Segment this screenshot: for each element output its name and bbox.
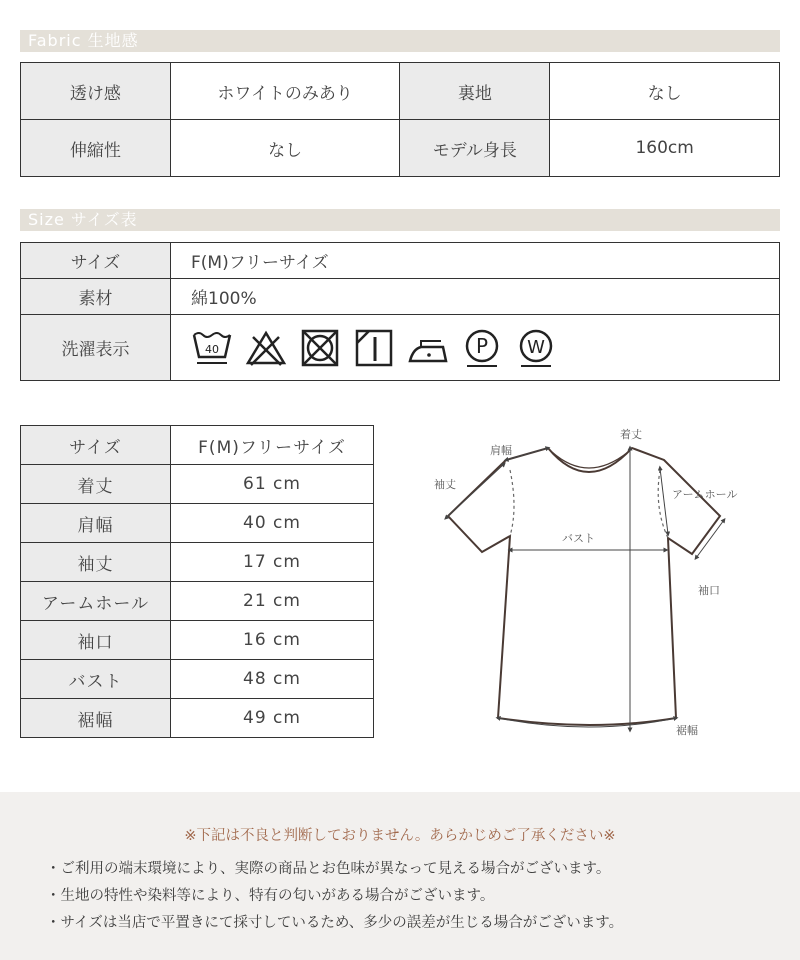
measure-label: 肩幅 <box>21 504 171 543</box>
size-table <box>20 242 780 381</box>
fabric-value: なし <box>170 120 400 177</box>
fabric-label: 透け感 <box>21 63 171 120</box>
measure-value: 40 cm <box>171 504 374 543</box>
table-row <box>21 699 374 738</box>
measure-label: アームホール <box>21 582 171 621</box>
list-item: ・生地の特性や染料等により、特有の匂いがある場合がございます。 <box>46 888 495 904</box>
measure-value: 49 cm <box>171 699 374 738</box>
wet-clean-w-icon <box>515 327 557 369</box>
measure-label: 袖口 <box>21 621 171 660</box>
dry-clean-p-icon <box>461 327 503 369</box>
measure-label: バスト <box>21 660 171 699</box>
table-row <box>21 426 374 465</box>
label-hem: 裾幅 <box>676 724 698 737</box>
label-bust: バスト <box>562 532 595 545</box>
size-section-title: Size サイズ表 <box>20 209 780 231</box>
table-row <box>21 621 374 660</box>
size-value: F(M)フリーサイズ <box>171 243 780 279</box>
measure-value: 48 cm <box>171 660 374 699</box>
label-shoulder: 肩幅 <box>490 444 512 457</box>
table-row <box>21 660 374 699</box>
no-tumble-dry-icon <box>299 327 341 369</box>
tshirt-measurement-diagram <box>420 418 790 748</box>
measurement-table <box>20 425 374 738</box>
drip-dry-shade-icon <box>353 327 395 369</box>
notes-title: ※下記は不良と判断しておりません。あらかじめご了承ください※ <box>184 828 616 844</box>
size-label: サイズ <box>21 243 171 279</box>
measure-value: 61 cm <box>171 465 374 504</box>
wash-40-icon <box>191 327 233 369</box>
table-row <box>21 582 374 621</box>
table-row <box>21 279 780 315</box>
measure-label: 着丈 <box>21 465 171 504</box>
fabric-table <box>20 62 780 177</box>
notes-list <box>46 856 623 937</box>
no-bleach-icon <box>245 327 287 369</box>
fabric-label: 伸縮性 <box>21 120 171 177</box>
care-icons <box>171 315 780 381</box>
measure-value: 16 cm <box>171 621 374 660</box>
table-row <box>21 465 374 504</box>
label-cuff: 袖口 <box>698 584 720 597</box>
care-label: 洗濯表示 <box>21 315 171 381</box>
table-row <box>21 120 780 177</box>
material-value: 綿100% <box>171 279 780 315</box>
table-row <box>21 543 374 582</box>
material-label: 素材 <box>21 279 171 315</box>
notes-panel <box>0 792 800 960</box>
measure-value: 21 cm <box>171 582 374 621</box>
wash-temp-text: 40 <box>205 342 219 356</box>
measure-value: 17 cm <box>171 543 374 582</box>
fabric-section-title: Fabric 生地感 <box>20 30 780 52</box>
fabric-value: ホワイトのみあり <box>170 63 400 120</box>
list-item: ・サイズは当店で平置きにて採寸しているため、多少の誤差が生じる場合がございます。 <box>46 915 624 931</box>
measure-header-value: F(M)フリーサイズ <box>171 426 374 465</box>
label-sleeve: 袖丈 <box>434 478 456 491</box>
list-item: ・ご利用の端末環境により、実際の商品とお色味が異なって見える場合がございます。 <box>46 861 611 877</box>
label-armhole: アームホール <box>672 488 738 501</box>
table-row <box>21 243 780 279</box>
table-row <box>21 504 374 543</box>
measure-label: 裾幅 <box>21 699 171 738</box>
iron-low-icon <box>407 327 449 369</box>
fabric-label: 裏地 <box>400 63 550 120</box>
label-length: 着丈 <box>620 428 642 441</box>
fabric-value: 160cm <box>550 120 780 177</box>
wet-clean-letter: W <box>527 336 545 358</box>
fabric-value: なし <box>550 63 780 120</box>
table-row <box>21 315 780 381</box>
dry-clean-letter: P <box>475 333 489 358</box>
fabric-label: モデル身長 <box>400 120 550 177</box>
measure-label: 袖丈 <box>21 543 171 582</box>
table-row <box>21 63 780 120</box>
measure-header-label: サイズ <box>21 426 171 465</box>
